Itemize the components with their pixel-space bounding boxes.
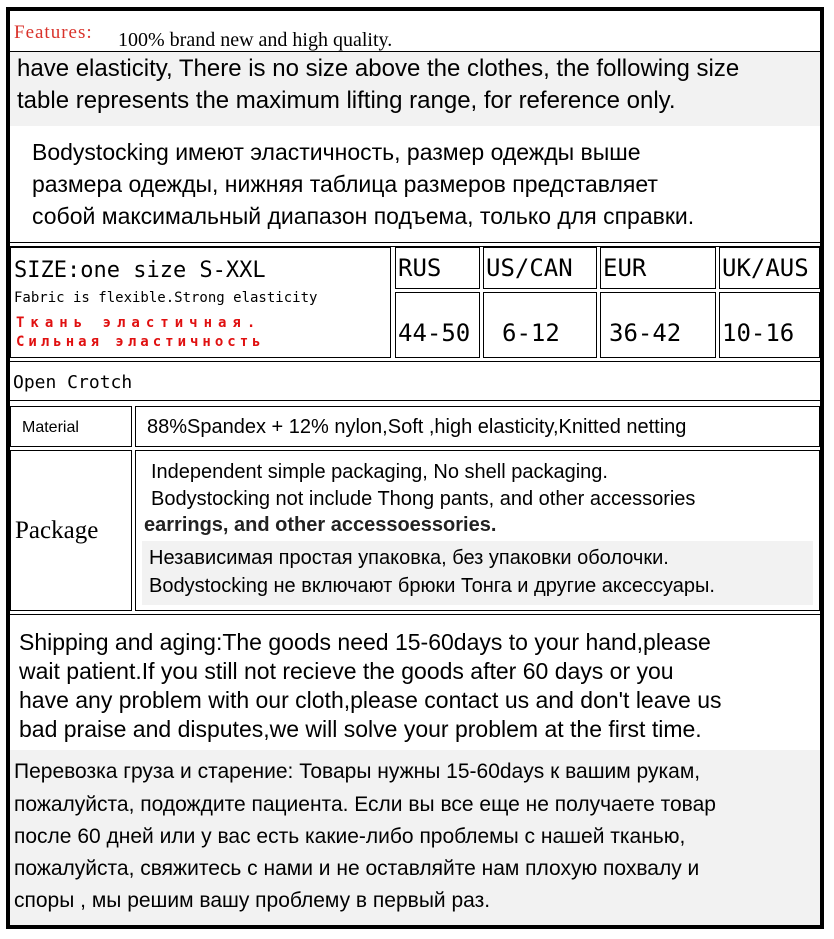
intro-en-line-2: table represents the maximum lifting range, for reference only.: [17, 87, 676, 114]
size-value-eur: 36-42: [600, 292, 716, 358]
intro-ru-panel: [10, 126, 820, 243]
shipping-en-line-3: have any problem with our cloth,please contact us and don't leave us: [19, 687, 722, 713]
shipping-ru-line-5: споры , мы решим вашу проблему в первый раз.: [14, 889, 491, 912]
material-label-cell: [10, 406, 132, 447]
package-label: Package: [15, 517, 99, 544]
size-header-us-can: US/CAN: [483, 247, 597, 289]
size-header-eur: EUR: [600, 247, 716, 289]
size-header-uk-aus: UK/AUS: [719, 247, 820, 289]
shipping-en-line-4: bad praise and disputes,we will solve your problem at the first time.: [19, 716, 702, 742]
features-label: Features:: [14, 22, 93, 43]
size-value-uk-aus: 10-16: [719, 292, 820, 358]
package-en-line-3: earrings, and other accessoessories.: [144, 514, 497, 536]
shipping-ru-line-4: пожалуйста, свяжитесь с нами и не оставляйте нам плохую похвалу и: [14, 857, 700, 880]
fabric-ru-2: Сильная эластичность: [16, 334, 265, 350]
intro-en-line-1: have elasticity, There is no size above the clothes, the following size: [17, 55, 740, 82]
size-value-us-can: 6-12: [483, 292, 597, 358]
intro-ru-line-1: Bodystocking имеют эластичность, размер одежды выше: [32, 139, 641, 165]
package-en-line-1: Independent simple packaging, No shell packaging.: [151, 461, 608, 483]
size-label: SIZE:one size S-XXL: [14, 258, 266, 283]
size-info-cell: [10, 247, 391, 358]
shipping-ru-line-3: после 60 дней или у вас есть какие-либо проблемы с нашей тканью,: [14, 825, 686, 848]
open-crotch-row: [10, 361, 820, 401]
package-ru-line-2: Bodystocking не включают брюки Тонга и другие аксессуары.: [149, 575, 715, 597]
shipping-ru-line-1: Перевозка груза и старение: Товары нужны 15-60days к вашим рукам,: [14, 760, 701, 783]
package-ru-line-1: Независимая простая упаковка, без упаковки оболочки.: [149, 547, 669, 569]
material-value-cell: [135, 406, 820, 447]
fabric-ru-1: Ткань эластичная.: [16, 315, 262, 331]
package-label-cell: [10, 450, 132, 611]
size-header-rus: RUS: [395, 247, 480, 289]
fabric-en: Fabric is flexible.Strong elasticity: [14, 290, 318, 306]
features-row: [10, 11, 820, 52]
shipping-en-panel: [10, 614, 820, 750]
package-en-line-2: Bodystocking not include Thong pants, and other accessories: [151, 488, 696, 510]
package-content-cell: [135, 450, 820, 611]
features-text: 100% brand new and high quality.: [118, 29, 393, 51]
intro-ru-line-2: размера одежды, нижняя таблица размеров представляет: [32, 171, 658, 197]
material-label: Material: [22, 419, 79, 436]
package-ru-panel: [142, 541, 813, 605]
open-crotch-label: Open Crotch: [13, 372, 133, 393]
size-value-rus: 44-50: [395, 292, 480, 358]
shipping-en-line-1: Shipping and aging:The goods need 15-60days to your hand,please: [19, 629, 711, 655]
intro-ru-line-3: собой максимальный диапазон подъема, только для справки.: [32, 203, 695, 229]
shipping-ru-panel: [10, 750, 820, 925]
shipping-ru-line-2: пожалуйста, подождите пациента. Если вы все еще не получаете товар: [14, 793, 716, 816]
material-value: 88%Spandex + 12% nylon,Soft ,high elasticity,Knitted netting: [147, 416, 687, 438]
shipping-en-line-2: wait patient.If you still not recieve the goods after 60 days or you: [19, 658, 674, 684]
intro-en-panel: [10, 52, 820, 126]
